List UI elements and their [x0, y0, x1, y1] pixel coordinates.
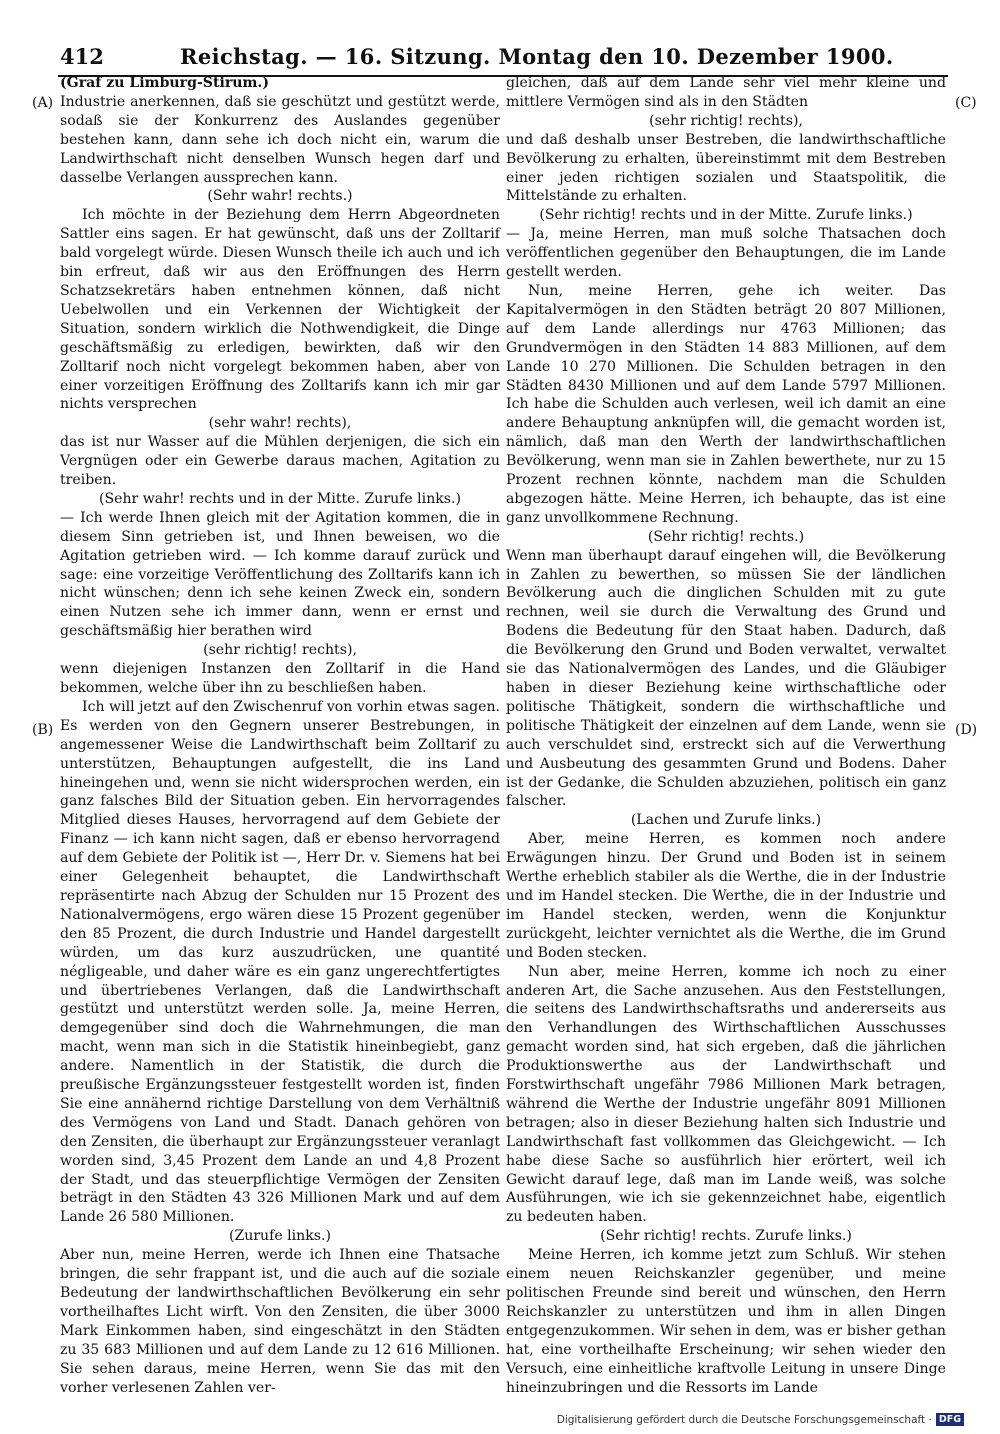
paragraph: gleichen, daß auf dem Lande sehr viel mehr kleine und mittlere Vermögen sind als in den Städten — [506, 75, 946, 110]
paragraph: — Ich werde Ihnen gleich mit der Agitation kommen, die in diesem Sinn getrieben ist, und Ihnen beweisen, wo die Agitation getrieben wird. — Ich komme darauf zurück und sage: eine vorzeitige Veröffentlichung des Zolltarifs kann ich nicht wünschen; denn ich sehe keinen Zweck ein, sondern einen Nutzen sehe ich immer dann, wenn er ernst und geschäftsmäßig hier berathen wird — [60, 509, 500, 640]
interjection: (Sehr richtig! rechts. Zurufe links.) — [600, 1228, 852, 1245]
margin-marker-d: (D) — [955, 722, 978, 738]
paragraph: das ist nur Wasser auf die Mühlen derjenigen, die sich ein Vergnügen oder ein Gewerbe daraus machen, Agitation zu treiben. — [60, 434, 500, 489]
paragraph: Industrie anerkennen, daß sie geschützt und gestützt werde, sodaß sie der Konkurrenz des Auslandes gegenüber bestehen kann, dann sehe ich doch nicht ein, warum die Landwirthschaft nicht denselben Wunsch hegen darf und dasselbe Verlangen aussprechen kann. — [60, 93, 500, 186]
margin-marker-a: (A) — [32, 95, 54, 111]
margin-marker-c: (C) — [955, 95, 977, 111]
right-column — [506, 74, 946, 1397]
interjection: (Sehr richtig! rechts und in der Mitte. Zurufe links.) — [539, 207, 913, 224]
speaker-label: (Graf zu Limburg-Stirum.) — [60, 75, 269, 91]
paragraph: Meine Herren, ich komme jetzt zum Schluß. Wir stehen einem neuen Reichskanzler gegenüber, und meine politischen Freunde sind bereit und wünschen, den Herrn Reichskanzler zu unterstützen und ihm in allen Dingen entgegenzukommen. Wir sehen in dem, was er bisher gethan hat, eine vortheilhafte Erscheinung; wir sehen wieder den Versuch, eine einheitliche kraftvolle Leitung in unsere Dinge hineinzubringen und die Ressorts im Lande — [506, 1247, 946, 1396]
page-number: 412 — [60, 44, 104, 69]
dfg-logo: DFG — [936, 1413, 964, 1426]
left-column — [60, 74, 500, 1397]
footer-credit-text: Digitalisierung gefördert durch die Deutsche Forschungsgemeinschaft · — [556, 1413, 932, 1426]
paragraph: wenn diejenigen Instanzen den Zolltarif in die Hand bekommen, welche über ihn zu beschließen haben. — [60, 661, 500, 696]
paragraph: Ich möchte in der Beziehung dem Herrn Abgeordneten Sattler eins sagen. Er hat gewünscht, daß uns der Zolltarif bald vorgelegt würde. Diesen Wunsch theile ich auch und ich bin erfreut, daß wir aus den Eröffnungen des Herrn Schatzsekretärs haben entnehmen können, daß nicht Uebelwollen und ein Verkennen der Wichtigkeit der Situation, sondern wirklich die Nothwendigkeit, die Dinge geschäftsmäßig zu erledigen, bewirkten, daß wir den Zolltarif noch nicht vorgelegt bekommen haben, aber von einer vorzeitigen Eröffnung des Zolltarifs kann ich mir gar nichts versprechen — [60, 207, 500, 413]
interjection: (sehr richtig! rechts), — [203, 642, 357, 659]
interjection: (Lachen und Zurufe links.) — [630, 812, 822, 829]
interjection: (Sehr richtig! rechts.) — [647, 528, 805, 545]
paragraph: Aber nun, meine Herren, werde ich Ihnen eine Thatsache bringen, die sehr frappant ist, und die auch auf die soziale Bedeutung der landwirthschaftlichen Bevölkerung ein sehr vortheilhaftes Licht wirft. Von den Zensiten, die über 3000 Mark Einkommen haben, sind eingeschätzt in den Städten zu 35 683 Millionen und auf dem Lande zu 12 616 Millionen. Sie sehen daraus, meine Herren, wenn Sie das mit den vorher verlesenen Zahlen ver- — [60, 1247, 500, 1396]
page-header — [60, 44, 894, 74]
footer-credit — [557, 1413, 964, 1426]
paragraph: Aber, meine Herren, es kommen noch andere Erwägungen hinzu. Der Grund und Boden ist in seinem Werthe erheblich stabiler als die Werthe, die in der Industrie und im Handel stecken. Die Werthe, die in der Industrie und im Handel stecken, werden, wenn die Konjunktur zurückgeht, leichter vernichtet als die Werthe, die im Grund und Boden stecken. — [506, 831, 946, 961]
paragraph: Nun, meine Herren, gehe ich weiter. Das Kapitalvermögen in den Städten beträgt 20 807 Millionen, auf dem Lande allerdings nur 4763 Millionen; das Grundvermögen in den Städten 14 883 Millionen, auf dem Lande 10 270 Millionen. Die Schulden betragen in den Städten 8430 Millionen und auf dem Lande 5797 Millionen. Ich habe die Schulden auch verlesen, weil ich damit an eine andere Behauptung anknüpfen will, die gemacht worden ist, nämlich, daß man den Werth der landwirthschaftlichen Bevölkerung, wenn man sie in Zahlen bewerthete, nur zu 15 Prozent rechnen könnte, nachdem man die Schulden abgezogen hätte. Meine Herren, ich behaupte, das ist eine ganz unvollkommene Rechnung. — [506, 282, 946, 526]
paragraph: und daß deshalb unser Bestreben, die landwirthschaftliche Bevölkerung zu erhalten, übereinstimmt mit dem Bestreben einer jeden richtigen sozialen und Staatspolitik, die Mittelstände zu erhalten. — [506, 131, 946, 205]
paragraph: Nun aber, meine Herren, komme ich noch zu einer anderen Art, die Sache anzusehen. Aus den Feststellungen, die seitens des Landwirthschaftsraths und andererseits aus den Verhandlungen des Wirthschaftlichen Ausschusses gemacht worden sind, hat sich ergeben, daß die jährlichen Produktionswerthe aus der Landwirthschaft und Forstwirthschaft ungefähr 7986 Millionen Mark betragen, während die Werthe der Industrie ungefähr 8091 Millionen betragen; also in dieser Beziehung halten sich Industrie und Landwirthschaft fast vollkommen das Gleichgewicht. — Ich habe diese Sache so ausführlich hier erörtert, weil ich Gewicht darauf lege, daß man im Lande weiß, was solche Ausführungen, wie ich sie gekennzeichnet habe, eigentlich zu bedeuten haben. — [506, 963, 946, 1226]
interjection: (Sehr wahr! rechts und in der Mitte. Zurufe links.) — [98, 490, 462, 507]
paragraph: Wenn man überhaupt darauf eingehen will, die Bevölkerung in Zahlen zu bewerthen, so müssen Sie der ländlichen Bevölkerung auch die dinglichen Schulden mit zu gute rechnen, weil sie durch die Verwaltung des Grund und Bodens die Bedeutung für den Staat haben. Dadurch, daß die Bevölkerung den Grund und Boden verwaltet, verwaltet sie das Nationalvermögen des Landes, und die Gläubiger haben in dieser Beziehung keine wirthschaftliche oder politische Thätigkeit, sondern die wirthschaftliche und politische Thätigkeit der einzelnen auf dem Lande, wenn sie auch verschuldet sind, erstreckt sich auf die Verwerthung und Ausbeutung des gesammten Grund und Bodens. Daher ist der Gedanke, die Schulden abzuziehen, politisch ein ganz falscher. — [506, 547, 946, 810]
interjection: (sehr wahr! rechts), — [208, 415, 352, 432]
interjection: (Zurufe links.) — [228, 1228, 332, 1245]
running-head: Reichstag. — 16. Sitzung. Montag den 10. Dezember 1900. — [180, 44, 894, 69]
paragraph: — Ja, meine Herren, man muß solche Thatsachen doch veröffentlichen gegenüber den Behauptungen, die im Lande gestellt werden. — [506, 226, 946, 281]
interjection: (sehr richtig! rechts), — [649, 112, 803, 129]
interjection: (Sehr wahr! rechts.) — [207, 188, 353, 205]
margin-marker-b: (B) — [32, 722, 54, 738]
paragraph: Ich will jetzt auf den Zwischenruf von vorhin etwas sagen. Es werden von den Gegnern unserer Bestrebungen, in angemessener Weise die Landwirthschaft beim Zolltarif zu unterstützen, Behauptungen aufgestellt, die ins Land hineingehen und, wenn sie nicht widersprochen werden, ein ganz falsches Bild der Situation geben. Ein hervorragendes Mitglied dieses Hauses, hervorragend auf dem Gebiete der Finanz — ich kann nicht sagen, daß er ebenso hervorragend auf dem Gebiete der Politik ist —, Herr Dr. v. Siemens hat bei einer Gelegenheit behauptet, die Landwirthschaft repräsentirte nach Abzug der Schulden nur 15 Prozent des Nationalvermögens, ergo wären diese 15 Prozent gegenüber den 85 Prozent, die durch Industrie und Handel dargestellt würden, um das kurz auszudrücken, une quantité négligeable, und daher wäre es ein ganz ungerechtfertigtes und übertriebenes Verlangen, daß die Landwirthschaft gestützt und unterstützt werden solle. Ja, meine Herren, demgegenüber sind doch die Wahrnehmungen, die man macht, wenn man sich in die Statistik hineinbegiebt, ganz andere. Namentlich in der Statistik, die durch die preußische Ergänzungssteuer festgestellt worden ist, finden Sie eine annähernd richtige Darstellung von dem Verhältniß des Vermögens von Land und Stadt. Danach gehören von den Zensiten, die überhaupt zur Ergänzungssteuer veranlagt worden sind, 3,45 Prozent dem Lande an und 4,8 Prozent der Stadt, und das steuerpflichtige Vermögen der Zensiten beträgt in den Städten 43 326 Millionen Mark und auf dem Lande 26 580 Millionen. — [60, 698, 500, 1226]
